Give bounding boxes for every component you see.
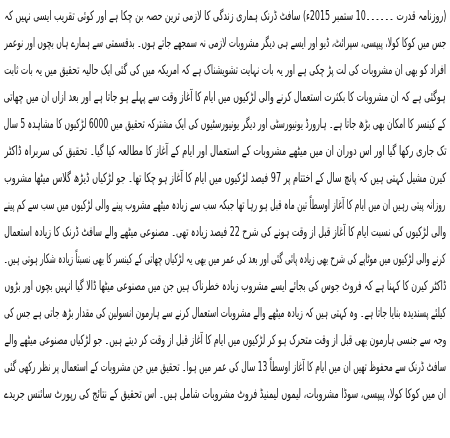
- article-line-text: (روزنامہ قدرت ۔۔۔۔۔۔10 ستمبر 2015ء) سافٹ ڈرنک ہماری زندگی کا لازمی ترین حصہ بن چکا ہے اور کوئی تقریب ایسی نہیں کہ: [4, 9, 446, 24]
- article-line-text: کیرن مشیل کہتی ہیں کہ پانچ سال کے اختتام پر 97 فیصد لڑکیوں میں ایام کا آغاز ہو چکا تھا۔ جو لڑکیاں ڈیڑھ گلاس میٹھا مشروب: [4, 171, 446, 186]
- article-line: [4, 3, 446, 30]
- article-line-text: وجہ سے جنسی ہارمون بھی قبل از وقت متحرک ہو کر لڑکیوں میں ایام کا آغاز قبل از وقت کر دیتے ہیں۔ جو لڑکیاں مصنوعی میٹھے والے: [4, 333, 446, 348]
- article-line: [4, 30, 446, 57]
- article-line-text: ان میں کوکا کولا، پیپسی، سوڈا مشروبات، لیموں لیمنیڈ فروٹ مشروبات شامل ہیں۔ اس تحقیق کے نتائج کی رپورٹ سائنس جریدے: [4, 387, 446, 402]
- article-line: [4, 111, 446, 138]
- article-line-text: تک جاری رکھا گیا اور اس دوران ان میں میٹھے مشروبات کے استعمال اور ایام کے آغاز کا مطالعہ کیا گیا۔ تحقیق کی سربراہ ڈاکٹر: [4, 144, 446, 159]
- article-line: [4, 84, 446, 111]
- article-line: [4, 219, 446, 246]
- article-line-text: کیلئے پسندیدہ بنایا جاتا ہے۔ وہ کہتی ہیں کہ زیادہ میٹھے والے مشروبات استعمال کرنے سے ہارمون انسولین کی مقدار بڑھ جاتی ہے جس کی: [4, 306, 446, 321]
- article-line: [4, 381, 446, 408]
- article-line: [4, 57, 446, 84]
- article-line-text: روزانہ پیتی رہیں ان میں ایام کا آغاز اوسطاً تین ماہ قبل ہو رہا تھا جبکہ سب سے زیادہ میٹھے مشروب پینے والی لڑکیوں میں سب سے کم پینے: [4, 198, 446, 213]
- article-line-text: والی لڑکیوں کی نسبت ایام کا آغاز قبل از وقت ہونے کی شرح 22 فیصد زیادہ تھی۔ مصنوعی میٹھے والے سافٹ ڈرنک کا زیادہ استعمال: [4, 225, 446, 240]
- article-line: [4, 273, 446, 300]
- article-line-text: سافٹ ڈرنک سے محفوظ تھیں ان میں ایام کا آغاز اوسطاً 13 سال کی عمر میں ہوا۔ تحقیق میں جن مشروبات کے استعمال پر نظر رکھی گئی: [4, 360, 446, 375]
- article-line-text: جس میں کوکا کولا، پیپسی، سپرائٹ، ڈیو اور ایسے ہی دیگر مشروبات لازمی نہ سمجھے جاتے ہوں۔ بدقسمتی سے ہمارے ہاں بچوں اور نوعمر: [4, 36, 446, 51]
- article-line: [4, 192, 446, 219]
- article-line: [4, 246, 446, 273]
- article-line: [4, 354, 446, 381]
- article-line-text: کرنے والی لڑکیوں میں موٹاپے کی شرح بھی زیادہ پائی گئی اور بعد کی عمر میں بھی یہ لڑکیاں چھاتی کے کینسر کا بھی نسبتاً زیادہ شکار ہوتی ہیں۔: [4, 252, 446, 267]
- article-line-text: ہوگئی ہے کہ ان مشروبات کا بکثرت استعمال کرنے والی لڑکیوں میں ایام کا آغاز وقت سے پہلے ہو جاتا ہے اور بعد ازاں ان میں چھاتی: [4, 90, 446, 105]
- article-line-text: ڈاکٹر کیرن کا کہنا ہے کہ فروٹ جوس کی بجائے ایسے مشروب زیادہ خطرناک ہیں جن میں مصنوعی میٹھا ڈالا گیا انہیں بچوں اور بڑوں: [4, 279, 446, 294]
- article-line: [4, 300, 446, 327]
- article-line: [4, 327, 446, 354]
- article-line-text: افراد کو بھی ان مشروبات کی لت پڑ چکی ہے اور یہ بات نہایت تشویشناک ہے کہ امریکہ میں کی گئی ایک حالیہ تحقیق میں یہ بات ثابت: [4, 63, 446, 78]
- article-line: [4, 165, 446, 192]
- article-line-text: کے کینسر کا امکان بھی بڑھ جاتا ہے۔ ہارورڈ یونیورسٹی اور دیگر یونیورسٹیوں کی ایک مشترکہ تحقیق میں 6000 لڑکیوں کا مشاہدہ 5 سال: [4, 117, 446, 132]
- article-line: [4, 138, 446, 165]
